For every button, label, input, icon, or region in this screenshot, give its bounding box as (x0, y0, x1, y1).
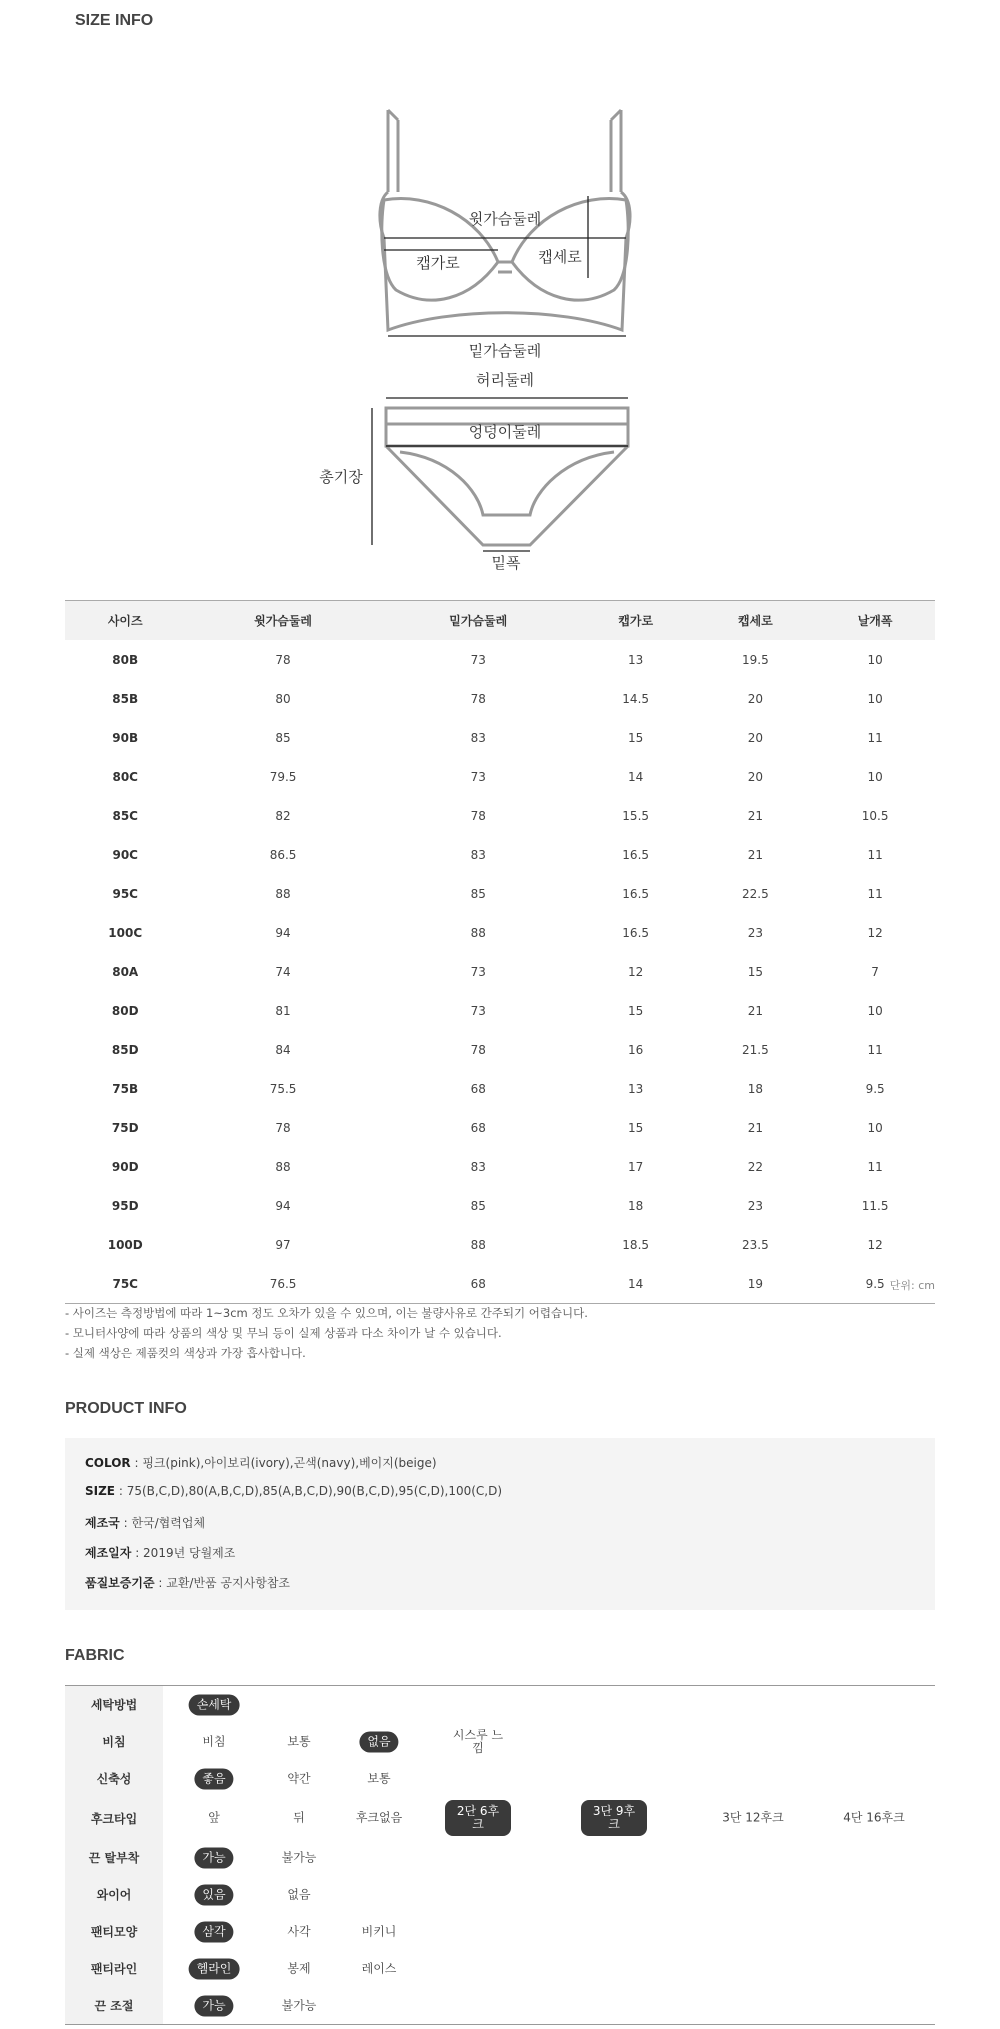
fabric-option: 시스루 느낌 (452, 1727, 504, 1755)
value-cell: 23 (747, 1198, 763, 1213)
value-cell: 15 (628, 1003, 644, 1018)
value-cell: 68 (470, 1081, 486, 1096)
value-cell: 13 (628, 1081, 644, 1096)
size-notes (65, 1303, 588, 1363)
value-cell: 78 (470, 1042, 486, 1057)
value-cell: 11 (867, 1159, 883, 1174)
value-cell: 84 (275, 1042, 291, 1057)
table-row (65, 1225, 935, 1264)
fabric-row-label: 끈 조절 (65, 1987, 163, 2024)
value-cell: 80 (275, 691, 291, 706)
value-cell: 21 (747, 847, 763, 862)
fabric-option: 3단 12후크 (722, 1810, 784, 1825)
fabric-row (65, 1876, 935, 1913)
value-cell: 16.5 (622, 886, 650, 901)
value-cell: 86.5 (269, 847, 297, 862)
value-cell: 13 (628, 652, 644, 667)
size-cell: 80B (112, 652, 139, 667)
value-cell: 15 (628, 1120, 644, 1135)
value-cell: 85 (470, 886, 486, 901)
size-cell: 100D (107, 1237, 143, 1252)
size-cell: 75B (112, 1081, 139, 1096)
product-row-warranty: 품질보증기준 : 교환/반품 공지사항참조 (85, 1576, 291, 1590)
value-cell: 18.5 (622, 1237, 650, 1252)
value-cell: 12 (867, 1237, 883, 1252)
note-line: - 사이즈는 측정방법에 따라 1~3cm 정도 오차가 있을 수 있으며, 이는 불량사유로 간주되기 어렵습니다. (65, 1306, 588, 1320)
value-cell: 94 (275, 1198, 291, 1213)
header-cell: 밑가슴둘레 (449, 614, 508, 628)
fabric-option: 없음 (359, 1731, 398, 1752)
value-cell: 11.5 (861, 1198, 889, 1213)
header-cell: 캡가로 (618, 614, 654, 628)
value-cell: 83 (470, 847, 486, 862)
table-row (65, 718, 935, 757)
fabric-option: 좋음 (194, 1768, 233, 1789)
fabric-option: 앞 (208, 1810, 220, 1825)
value-cell: 85 (275, 730, 291, 745)
fabric-row (65, 1686, 935, 1723)
fabric-row-label: 와이어 (65, 1876, 163, 1913)
product-row-label: SIZE (85, 1484, 116, 1498)
product-row-color: COLOR : 핑크(pink),아이보리(ivory),곤색(navy),베이지(beige) (85, 1456, 437, 1470)
fabric-row-label: 팬티라인 (65, 1950, 163, 1987)
size-table-header (65, 601, 935, 641)
value-cell: 18 (747, 1081, 763, 1096)
fabric-option: 보통 (287, 1734, 311, 1748)
fabric-row (65, 1797, 935, 1839)
fabric-row (65, 1913, 935, 1950)
table-row (65, 796, 935, 835)
header-cell: 사이즈 (107, 614, 143, 628)
fabric-option: 헴라인 (189, 1958, 240, 1979)
note-line: - 모니터사양에 따라 상품의 색상 및 무늬 등이 실제 상품과 다소 차이가 날 수 있습니다. (65, 1326, 502, 1340)
value-cell: 78 (470, 691, 486, 706)
value-cell: 14 (628, 769, 644, 784)
value-cell: 14.5 (622, 691, 650, 706)
table-row (65, 952, 935, 991)
table-row (65, 1030, 935, 1069)
table-row (65, 991, 935, 1030)
product-row-label: 제조일자 (85, 1546, 132, 1560)
fabric-option: 사각 (287, 1924, 311, 1938)
value-cell: 68 (470, 1120, 486, 1135)
waist-label: 허리둘레 (476, 371, 534, 389)
fabric-option: 불가능 (281, 1850, 317, 1864)
value-cell: 23.5 (742, 1237, 769, 1252)
value-cell: 82 (275, 808, 291, 823)
value-cell: 78 (275, 652, 291, 667)
product-row-value: 교환/반품 공지사항참조 (166, 1576, 291, 1590)
value-cell: 10 (867, 691, 883, 706)
value-cell: 85 (470, 1198, 486, 1213)
header-cell: 윗가슴둘레 (254, 614, 313, 628)
value-cell: 73 (470, 964, 486, 979)
value-cell: 11 (867, 886, 883, 901)
header-cell: 날개폭 (857, 614, 893, 628)
value-cell: 12 (867, 925, 883, 940)
value-cell: 9.5 (815, 1264, 935, 1304)
fabric-option: 2단 6후크 (445, 1800, 511, 1836)
crotch-label: 밑폭 (491, 554, 521, 572)
size-cell: 90C (112, 847, 138, 862)
fabric-table (65, 1685, 935, 2025)
fabric-option: 4단 16후크 (843, 1810, 905, 1825)
fabric-option: 보통 (367, 1771, 391, 1785)
product-info-box (65, 1438, 935, 1610)
fabric-row-label: 후크타입 (65, 1797, 163, 1839)
value-cell: 16.5 (622, 847, 650, 862)
product-info-title: PRODUCT INFO (65, 1400, 187, 1417)
value-cell: 7 (871, 964, 879, 979)
table-row (65, 757, 935, 796)
value-cell: 19 (696, 1264, 816, 1304)
fabric-option: 3단 9후크 (581, 1800, 647, 1836)
fabric-option: 있음 (194, 1884, 233, 1905)
value-cell: 10.5 (861, 808, 889, 823)
hip-label: 엉덩이둘레 (468, 423, 542, 441)
fabric-row (65, 1723, 935, 1760)
fabric-option: 가능 (194, 1847, 233, 1868)
fabric-option: 비키니 (361, 1924, 397, 1938)
value-cell: 22 (747, 1159, 763, 1174)
value-cell: 11 (867, 847, 883, 862)
fabric-option: 봉제 (287, 1961, 311, 1975)
fabric-option: 후크없음 (355, 1810, 403, 1825)
value-cell: 68 (381, 1264, 576, 1304)
fabric-option: 없음 (287, 1887, 311, 1901)
table-row (65, 874, 935, 913)
value-cell: 73 (470, 769, 486, 784)
table-row (65, 1108, 935, 1147)
table-row (65, 1186, 935, 1225)
value-cell: 88 (275, 1159, 291, 1174)
value-cell: 21 (747, 1120, 763, 1135)
value-cell: 10 (867, 1003, 883, 1018)
fabric-title: FABRIC (65, 1647, 125, 1664)
value-cell: 88 (470, 925, 486, 940)
size-cell: 75D (111, 1120, 139, 1135)
table-row (65, 835, 935, 874)
fabric-row-label: 비침 (65, 1723, 163, 1760)
fabric-option: 레이스 (361, 1961, 397, 1975)
size-cell: 85B (112, 691, 139, 706)
upper-bust-label: 윗가슴둘레 (468, 210, 542, 228)
product-row-label: 품질보증기준 (85, 1576, 155, 1590)
product-row-label: COLOR (85, 1456, 131, 1470)
value-cell: 94 (275, 925, 291, 940)
header-cell: 캡세로 (737, 614, 773, 628)
value-cell: 15 (747, 964, 763, 979)
value-cell: 20 (747, 691, 763, 706)
value-cell: 11 (867, 1042, 883, 1057)
size-cell: 80C (112, 769, 138, 784)
unit-label: 단위: cm (889, 1279, 935, 1292)
fabric-row-label: 끈 탈부착 (65, 1839, 163, 1876)
fabric-option: 가능 (194, 1995, 233, 2016)
table-row (65, 679, 935, 718)
size-cell: 75C (65, 1264, 185, 1304)
value-cell: 21 (747, 1003, 763, 1018)
value-cell: 17 (628, 1159, 644, 1174)
fabric-option: 손세탁 (189, 1694, 240, 1715)
fabric-row (65, 1839, 935, 1876)
value-cell: 19.5 (742, 652, 769, 667)
value-cell: 10 (867, 769, 883, 784)
value-cell: 11 (867, 730, 883, 745)
value-cell: 14 (576, 1264, 696, 1304)
value-cell: 20 (747, 769, 763, 784)
fabric-row-label: 세탁방법 (65, 1686, 163, 1723)
table-row (65, 640, 935, 679)
fabric-option: 불가능 (281, 1998, 317, 2012)
fabric-option: 약간 (287, 1771, 311, 1785)
size-cell: 90B (112, 730, 139, 745)
value-cell: 83 (470, 1159, 486, 1174)
product-row-size: SIZE : 75(B,C,D),80(A,B,C,D),85(A,B,C,D),90(B,C,D),95(C,D),100(C,D) (85, 1484, 503, 1498)
table-row (65, 913, 935, 952)
value-cell: 88 (275, 886, 291, 901)
value-cell: 23 (747, 925, 763, 940)
value-cell: 83 (470, 730, 486, 745)
table-row (65, 1264, 935, 1304)
size-cell: 85C (112, 808, 138, 823)
product-row-date: 제조일자 : 2019년 당월제조 (85, 1546, 236, 1560)
value-cell: 76.5 (185, 1264, 380, 1304)
value-cell: 97 (275, 1237, 291, 1252)
fabric-option: 삼각 (194, 1921, 233, 1942)
note-line: - 실제 색상은 제품컷의 색상과 가장 흡사합니다. (65, 1346, 306, 1360)
value-cell: 79.5 (269, 769, 297, 784)
value-cell: 9.5 (865, 1081, 885, 1096)
product-row-value: 75(B,C,D),80(A,B,C,D),85(A,B,C,D),90(B,C,D),95(C,D),100(C,D) (126, 1484, 503, 1498)
cup-height-label: 캡세로 (538, 248, 582, 266)
fabric-row (65, 1950, 935, 1987)
value-cell: 78 (275, 1120, 291, 1135)
value-cell: 20 (747, 730, 763, 745)
value-cell: 21 (747, 808, 763, 823)
size-table (65, 600, 935, 1304)
fabric-row-label: 팬티모양 (65, 1913, 163, 1950)
product-row-label: 제조국 (85, 1516, 120, 1530)
table-row (65, 1147, 935, 1186)
size-cell: 80D (111, 1003, 139, 1018)
value-cell: 16 (628, 1042, 644, 1057)
value-cell: 22.5 (742, 886, 769, 901)
size-cell: 90D (111, 1159, 139, 1174)
size-cell: 100C (108, 925, 143, 940)
size-cell: 95D (111, 1198, 139, 1213)
total-length-label: 총기장 (319, 468, 363, 486)
value-cell: 18 (628, 1198, 644, 1213)
fabric-row-label: 신축성 (65, 1760, 163, 1797)
table-row (65, 1069, 935, 1108)
value-cell: 15 (628, 730, 644, 745)
under-bust-label: 밑가슴둘레 (468, 342, 542, 360)
value-cell: 78 (470, 808, 486, 823)
product-row-origin: 제조국 : 한국/협력업체 (85, 1516, 206, 1530)
size-cell: 95C (112, 886, 138, 901)
fabric-option: 뒤 (293, 1810, 305, 1825)
size-cell: 80A (112, 964, 139, 979)
size-diagram (300, 100, 700, 580)
value-cell: 74 (275, 964, 291, 979)
value-cell: 15.5 (622, 808, 650, 823)
value-cell: 21.5 (742, 1042, 769, 1057)
value-cell: 81 (275, 1003, 291, 1018)
value-cell: 16.5 (622, 925, 650, 940)
product-row-value: 2019년 당월제조 (143, 1546, 236, 1560)
fabric-row (65, 1760, 935, 1797)
size-cell: 85D (111, 1042, 139, 1057)
value-cell: 73 (470, 652, 486, 667)
product-row-value: 한국/협력업체 (131, 1516, 206, 1530)
value-cell: 75.5 (269, 1081, 297, 1096)
value-cell: 10 (867, 652, 883, 667)
product-row-value: 핑크(pink),아이보리(ivory),곤색(navy),베이지(beige) (142, 1456, 437, 1470)
value-cell: 88 (470, 1237, 486, 1252)
value-cell: 73 (470, 1003, 486, 1018)
size-table-body (65, 640, 935, 1304)
cup-width-label: 캡가로 (416, 254, 460, 272)
fabric-row (65, 1987, 935, 2024)
value-cell: 12 (628, 964, 644, 979)
value-cell: 10 (867, 1120, 883, 1135)
fabric-option: 비침 (202, 1734, 226, 1748)
size-info-title: SIZE INFO (75, 12, 154, 29)
